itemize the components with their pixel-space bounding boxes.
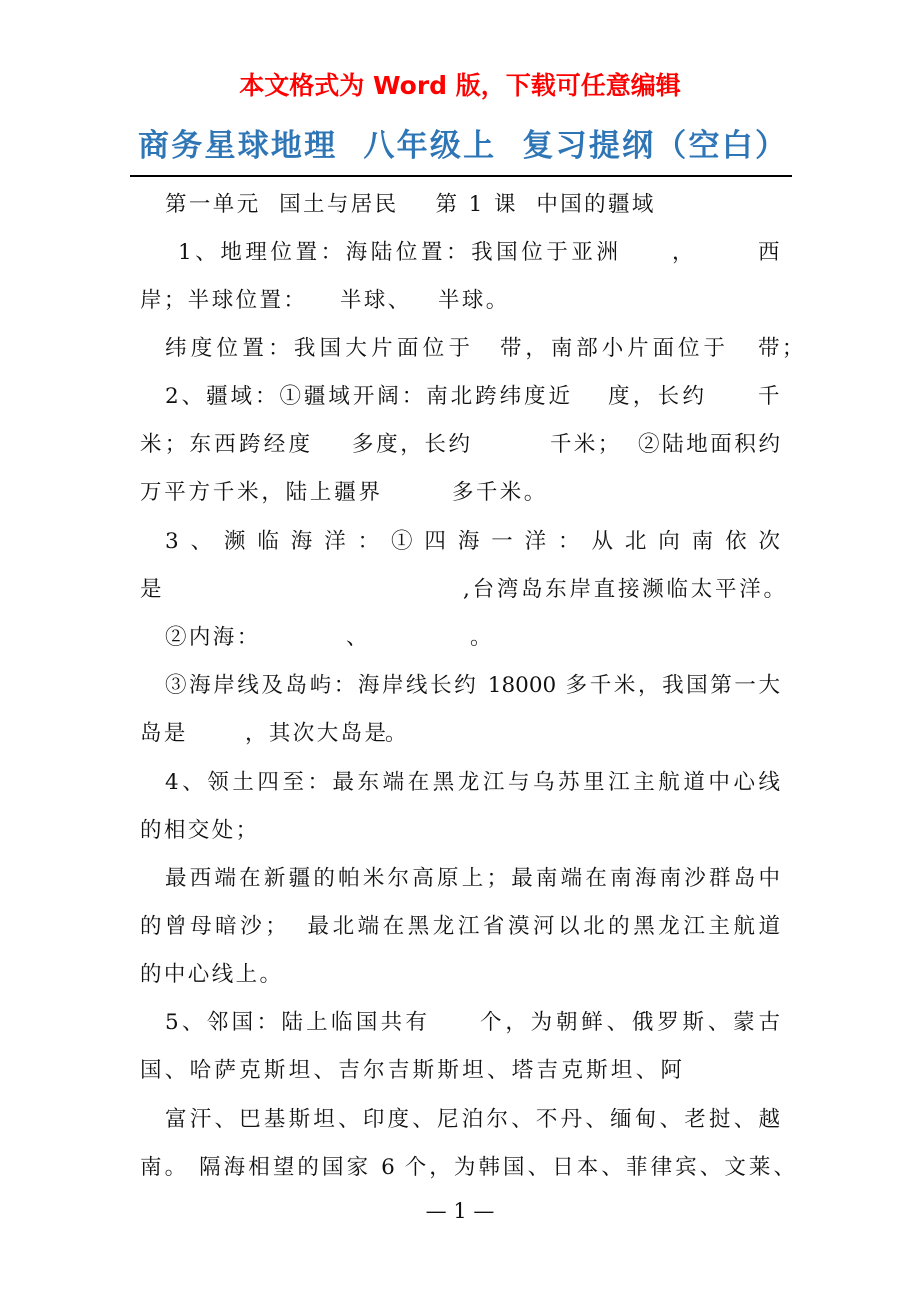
page-number: — 1 —	[425, 1199, 495, 1223]
text-line: 米；东西跨经度	[140, 432, 310, 457]
text-line: ③海岸线及岛屿：海岸线长约 18000 多千米，我国第一大	[165, 673, 780, 698]
text-line: 个，为朝鲜、俄罗斯、蒙古	[480, 1010, 780, 1035]
format-banner: 本文格式为 Word 版，下载可任意编辑	[239, 71, 681, 100]
text-line: ，	[672, 240, 696, 265]
text-line: 的中心线上。	[140, 962, 284, 987]
text-line: 最西端在新疆的帕米尔高原上；最南端在南海南沙群岛中	[165, 866, 780, 891]
unit-heading: 第一单元 国土与居民 第 1 课 中国的疆域	[165, 192, 656, 217]
text-line: 3、濒临海洋：①四海一洋：从北向南依次	[165, 529, 780, 554]
text-line: 带，南部小片面位于	[500, 336, 725, 361]
text-line: 1、地理位置：海陆位置：我国位于亚洲	[178, 240, 618, 265]
text-line: 带；	[758, 336, 806, 361]
text-line: 的相交处；	[140, 818, 260, 843]
text-line: 岛是	[140, 721, 188, 746]
text-line: 南。 隔海相望的国家 6 个，为韩国、日本、菲律宾、文莱、	[140, 1155, 795, 1180]
text-line: 。	[385, 721, 409, 746]
text-line: 4、领土四至：最东端在黑龙江与乌苏里江主航道中心线	[165, 770, 780, 795]
text-line: 富汗、巴基斯坦、印度、尼泊尔、不丹、缅甸、老挝、越	[165, 1107, 780, 1132]
title-divider	[130, 175, 792, 177]
text-line: 万平方千米，陆上疆界	[140, 480, 380, 505]
document-title: 商务星球地理 八年级上 复习提纲（空白）	[138, 128, 786, 164]
text-line: ②内海：	[165, 625, 261, 650]
text-line: 5、邻国：陆上临国共有	[165, 1010, 427, 1035]
text-line: 千米；	[550, 432, 622, 457]
text-line: 2、疆域：①疆域开阔：南北跨纬度近	[165, 384, 570, 409]
text-line: 国、哈萨克斯坦、吉尔吉斯斯坦、塔吉克斯坦、阿	[140, 1058, 682, 1083]
text-line: ，其次大岛是	[245, 721, 389, 746]
text-line: 西	[758, 240, 782, 265]
text-line: 千	[758, 384, 782, 409]
text-line: ②陆地面积约	[638, 432, 780, 457]
text-line: 多度，长约	[352, 432, 470, 457]
text-line: 半球。	[438, 288, 510, 313]
text-line: 半球、	[340, 288, 412, 313]
text-line: 。	[470, 625, 494, 650]
text-line: 多千米。	[452, 480, 548, 505]
text-line: 岸；半球位置：	[140, 288, 308, 313]
text-line: ,台湾岛东岸直接濒临太平洋。	[463, 577, 785, 602]
text-line: 是	[140, 577, 164, 602]
text-line: 、	[346, 625, 370, 650]
text-line: 度，长约	[608, 384, 704, 409]
text-line: 纬度位置：我国大片面位于	[165, 336, 470, 361]
text-line: 的曾母暗沙； 最北端在黑龙江省漠河以北的黑龙江主航道	[140, 914, 780, 939]
